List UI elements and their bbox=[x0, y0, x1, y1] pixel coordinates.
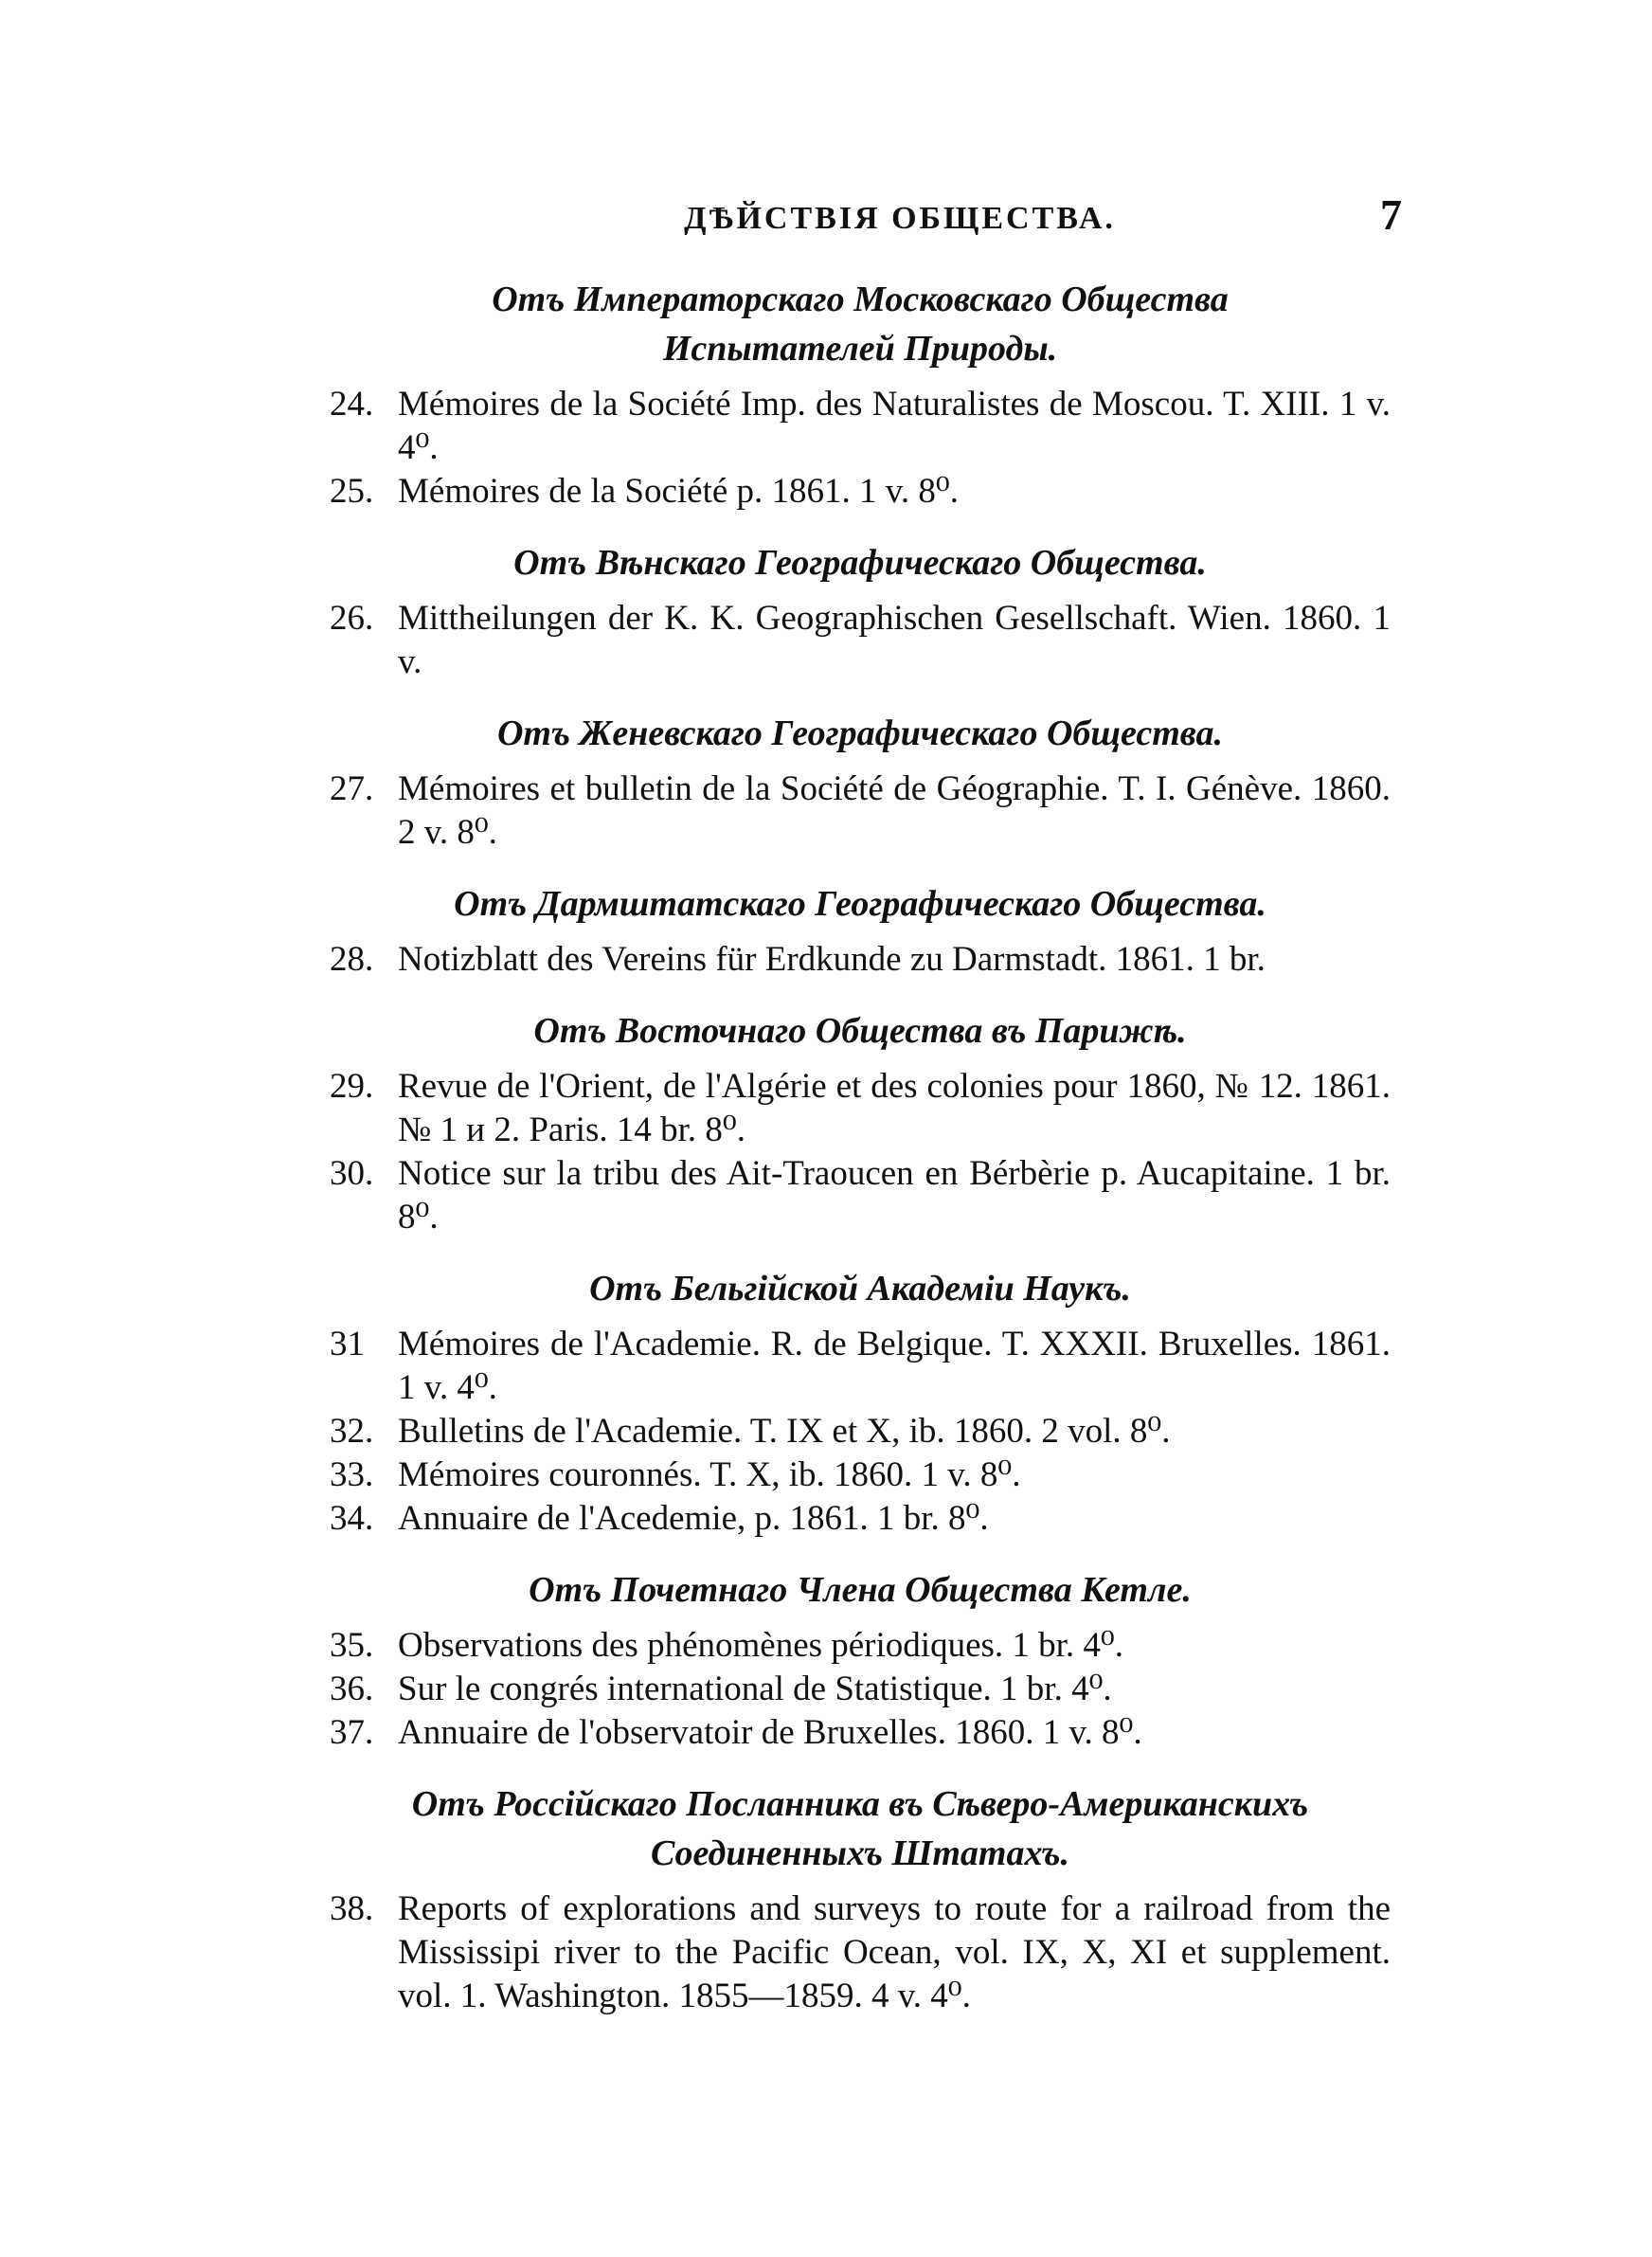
list-item bbox=[330, 1497, 1391, 1541]
list-item bbox=[330, 1887, 1391, 2018]
list-item bbox=[330, 1323, 1391, 1410]
list-item bbox=[330, 470, 1391, 514]
section-heading-line: Отъ Вѣнскаго Географическаго Общества. bbox=[513, 543, 1207, 583]
entry-number: 37. bbox=[330, 1713, 374, 1752]
section-heading bbox=[330, 538, 1391, 587]
entry-number: 24. bbox=[330, 385, 374, 424]
page-content bbox=[330, 275, 1391, 2018]
entry-text: Notizblatt des Vereins für Erdkunde zu Darmstadt. 1861. 1 br. bbox=[398, 940, 1266, 979]
entry-text: Bulletins de l'Academie. T. IX et X, ib. 1860. 2 vol. 8⁰. bbox=[398, 1412, 1171, 1451]
entry-number: 25. bbox=[330, 472, 374, 511]
entry-text: Mémoires couronnés. T. X, ib. 1860. 1 v. 8⁰. bbox=[398, 1455, 1021, 1494]
section-heading-line: Испытателей Природы. bbox=[662, 329, 1058, 369]
entry-number: 38. bbox=[330, 1889, 374, 1928]
section-russian-envoy-usa bbox=[330, 1779, 1391, 2018]
section-heading bbox=[330, 1565, 1391, 1615]
entry-text: Annuaire de l'Acedemie, p. 1861. 1 br. 8⁰. bbox=[398, 1499, 989, 1538]
list-item bbox=[330, 767, 1391, 855]
entry-number: 27. bbox=[330, 769, 374, 808]
entry-text: Annuaire de l'observatoir de Bruxelles. 1860. 1 v. 8⁰. bbox=[398, 1713, 1142, 1752]
list-item bbox=[330, 1668, 1391, 1711]
entry-text: Mittheilungen der K. K. Geographischen Gesellschaft. Wien. 1860. 1 v. bbox=[398, 599, 1391, 681]
section-heading-line: Отъ Дармштатскаго Географическаго Общества. bbox=[454, 884, 1266, 924]
entry-number: 28. bbox=[330, 940, 374, 979]
section-heading bbox=[330, 1264, 1391, 1313]
section-darmstadt-geographical bbox=[330, 879, 1391, 982]
section-heading-line: Отъ Почетнаго Члена Общества Кетле. bbox=[529, 1570, 1192, 1610]
entry-number: 31 bbox=[330, 1325, 365, 1363]
section-heading bbox=[330, 879, 1391, 929]
section-heading-line: Отъ Императорскаго Московскаго Общества bbox=[492, 280, 1229, 319]
section-heading bbox=[330, 1006, 1391, 1056]
entry-text: Observations des phénomènes périodiques. 1 br. 4⁰. bbox=[398, 1626, 1123, 1665]
entry-text: Mémoires et bulletin de la Société de Géographie. T. I. Génève. 1860. 2 v. 8⁰. bbox=[398, 769, 1391, 852]
section-geneva-geographical bbox=[330, 709, 1391, 855]
entry-number: 26. bbox=[330, 599, 374, 638]
section-moscow-naturalists bbox=[330, 275, 1391, 514]
list-item bbox=[330, 1065, 1391, 1152]
section-vienna-geographical bbox=[330, 538, 1391, 684]
entry-number: 32. bbox=[330, 1412, 374, 1451]
section-belgian-academy bbox=[330, 1264, 1391, 1541]
entry-number: 36. bbox=[330, 1670, 374, 1708]
entry-number: 30. bbox=[330, 1154, 374, 1193]
entry-number: 33. bbox=[330, 1455, 374, 1494]
list-item bbox=[330, 1624, 1391, 1668]
section-heading-line: Отъ Россійскаго Посланника въ Сѣверо-Американскихъ bbox=[411, 1784, 1309, 1824]
section-paris-oriental bbox=[330, 1006, 1391, 1239]
list-item bbox=[330, 1152, 1391, 1239]
list-item bbox=[330, 597, 1391, 684]
entry-text: Notice sur la tribu des Ait-Traoucen en Bérbèrie p. Aucapitaine. 1 br. 8⁰. bbox=[398, 1154, 1391, 1237]
section-heading-line: Отъ Женевскаго Географическаго Общества. bbox=[496, 713, 1224, 753]
section-heading-line: Отъ Восточнаго Общества въ Парижѣ. bbox=[533, 1011, 1187, 1051]
page-number: 7 bbox=[1380, 190, 1402, 239]
entry-text: Reports of explorations and surveys to route for a railroad from the Mississipi river to the Pacific Ocean, vol. IX, X, XI et supplement. vol. 1. Washington. 1855—1859. 4 v. 4⁰. bbox=[398, 1889, 1391, 2015]
section-heading bbox=[330, 275, 1391, 373]
section-heading-line: Соединенныхъ Штатахъ. bbox=[650, 1833, 1070, 1873]
list-item bbox=[330, 1410, 1391, 1454]
entry-number: 34. bbox=[330, 1499, 374, 1538]
section-heading bbox=[330, 1779, 1391, 1878]
section-honorary-member-quetelet bbox=[330, 1565, 1391, 1755]
list-item bbox=[330, 1454, 1391, 1497]
list-item bbox=[330, 938, 1391, 982]
entry-text: Mémoires de la Société p. 1861. 1 v. 8⁰. bbox=[398, 472, 959, 511]
entry-text: Sur le congrés international de Statistique. 1 br. 4⁰. bbox=[398, 1670, 1112, 1708]
entry-text: Revue de l'Orient, de l'Algérie et des colonies pour 1860, № 12. 1861. № 1 и 2. Paris. 14 br. 8⁰. bbox=[398, 1067, 1391, 1149]
section-heading-line: Отъ Бельгійской Академіи Наукъ. bbox=[589, 1269, 1131, 1309]
section-heading bbox=[330, 709, 1391, 758]
entry-text: Mémoires de l'Academie. R. de Belgique. T. XXXII. Bruxelles. 1861. 1 v. 4⁰. bbox=[398, 1325, 1391, 1407]
entry-number: 35. bbox=[330, 1626, 374, 1665]
entry-number: 29. bbox=[330, 1067, 374, 1106]
list-item bbox=[330, 383, 1391, 470]
list-item bbox=[330, 1711, 1391, 1755]
entry-text: Mémoires de la Société Imp. des Naturalistes de Moscou. T. XIII. 1 v. 4⁰. bbox=[398, 385, 1391, 467]
running-head-title: ДѢЙСТВІЯ ОБЩЕСТВА. bbox=[684, 201, 1116, 236]
